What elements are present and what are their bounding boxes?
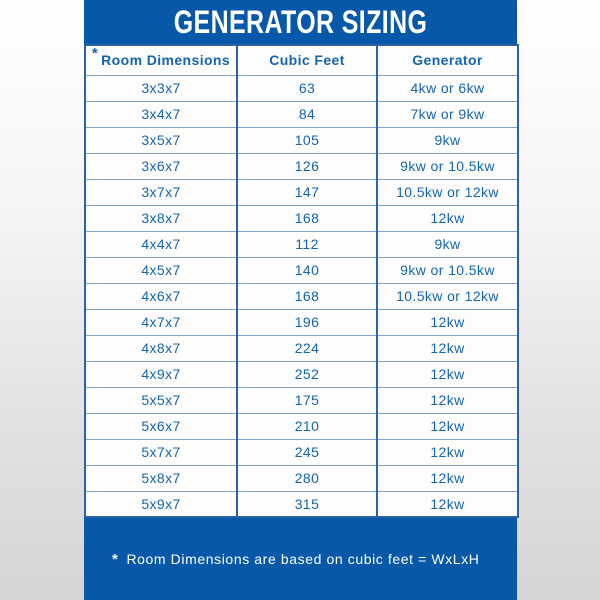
cubic-feet-cell: 210 [237, 413, 377, 439]
table-row [85, 205, 518, 231]
generator-cell: 9kw or 10.5kw [377, 257, 518, 283]
room-dimensions-cell: 5x8x7 [85, 465, 237, 491]
cubic-feet-cell: 168 [237, 283, 377, 309]
header-row [85, 45, 518, 75]
table-row [85, 309, 518, 335]
table-row [85, 283, 518, 309]
table-row [85, 179, 518, 205]
table-row [85, 361, 518, 387]
generator-cell: 9kw or 10.5kw [377, 153, 518, 179]
sizing-table [84, 44, 519, 518]
generator-cell: 7kw or 9kw [377, 101, 518, 127]
room-dimensions-cell: 3x8x7 [85, 205, 237, 231]
generator-cell: 12kw [377, 491, 518, 517]
cubic-feet-cell: 280 [237, 465, 377, 491]
generator-cell: 12kw [377, 309, 518, 335]
room-dimensions-cell: 5x9x7 [85, 491, 237, 517]
table-row [85, 439, 518, 465]
table-row [85, 101, 518, 127]
table-row [85, 465, 518, 491]
footnote-asterisk-icon: * [91, 45, 99, 62]
cubic-feet-cell: 196 [237, 309, 377, 335]
generator-cell: 10.5kw or 12kw [377, 179, 518, 205]
table-row [85, 75, 518, 101]
room-dimensions-cell: 5x7x7 [85, 439, 237, 465]
generator-cell: 4kw or 6kw [377, 75, 518, 101]
cubic-feet-cell: 112 [237, 231, 377, 257]
cubic-feet-cell: 105 [237, 127, 377, 153]
room-dimensions-cell: 3x4x7 [85, 101, 237, 127]
footnote [84, 518, 517, 600]
generator-cell: 12kw [377, 361, 518, 387]
column-header-room-dimensions [85, 45, 237, 75]
column-header-cubic-feet: Cubic Feet [237, 45, 377, 75]
table-row [85, 231, 518, 257]
cubic-feet-cell: 126 [237, 153, 377, 179]
cubic-feet-cell: 252 [237, 361, 377, 387]
table-row [85, 127, 518, 153]
table-row [85, 153, 518, 179]
room-dimensions-cell: 5x6x7 [85, 413, 237, 439]
room-dimensions-cell: 4x6x7 [85, 283, 237, 309]
footnote-asterisk-icon: * [112, 550, 119, 568]
generator-cell: 12kw [377, 205, 518, 231]
table-row [85, 491, 518, 517]
room-dimensions-cell: 5x5x7 [85, 387, 237, 413]
room-dimensions-cell: 3x6x7 [85, 153, 237, 179]
generator-cell: 12kw [377, 439, 518, 465]
table-row [85, 335, 518, 361]
room-dimensions-cell: 4x9x7 [85, 361, 237, 387]
generator-cell: 9kw [377, 231, 518, 257]
generator-cell: 12kw [377, 335, 518, 361]
cubic-feet-cell: 84 [237, 101, 377, 127]
footnote-text: Room Dimensions are based on cubic feet = WxLxH [126, 551, 480, 567]
page-title: GENERATOR SIZING [173, 3, 428, 40]
table-row [85, 387, 518, 413]
cubic-feet-cell: 140 [237, 257, 377, 283]
room-dimensions-cell: 3x5x7 [85, 127, 237, 153]
room-dimensions-cell: 4x8x7 [85, 335, 237, 361]
table-header [85, 45, 518, 75]
room-dimensions-cell: 4x7x7 [85, 309, 237, 335]
generator-cell: 9kw [377, 127, 518, 153]
title-band [84, 0, 517, 44]
room-dimensions-cell: 4x4x7 [85, 231, 237, 257]
cubic-feet-cell: 147 [237, 179, 377, 205]
generator-cell: 10.5kw or 12kw [377, 283, 518, 309]
generator-cell: 12kw [377, 465, 518, 491]
room-dimensions-cell: 4x5x7 [85, 257, 237, 283]
cubic-feet-cell: 168 [237, 205, 377, 231]
table-row [85, 257, 518, 283]
generator-cell: 12kw [377, 387, 518, 413]
column-header-generator: Generator [377, 45, 518, 75]
column-header-label: Room Dimensions [101, 52, 231, 69]
generator-sizing-panel [84, 0, 517, 600]
room-dimensions-cell: 3x3x7 [85, 75, 237, 101]
cubic-feet-cell: 224 [237, 335, 377, 361]
cubic-feet-cell: 63 [237, 75, 377, 101]
room-dimensions-cell: 3x7x7 [85, 179, 237, 205]
generator-cell: 12kw [377, 413, 518, 439]
cubic-feet-cell: 315 [237, 491, 377, 517]
table-body [85, 75, 518, 517]
cubic-feet-cell: 245 [237, 439, 377, 465]
table-row [85, 413, 518, 439]
cubic-feet-cell: 175 [237, 387, 377, 413]
